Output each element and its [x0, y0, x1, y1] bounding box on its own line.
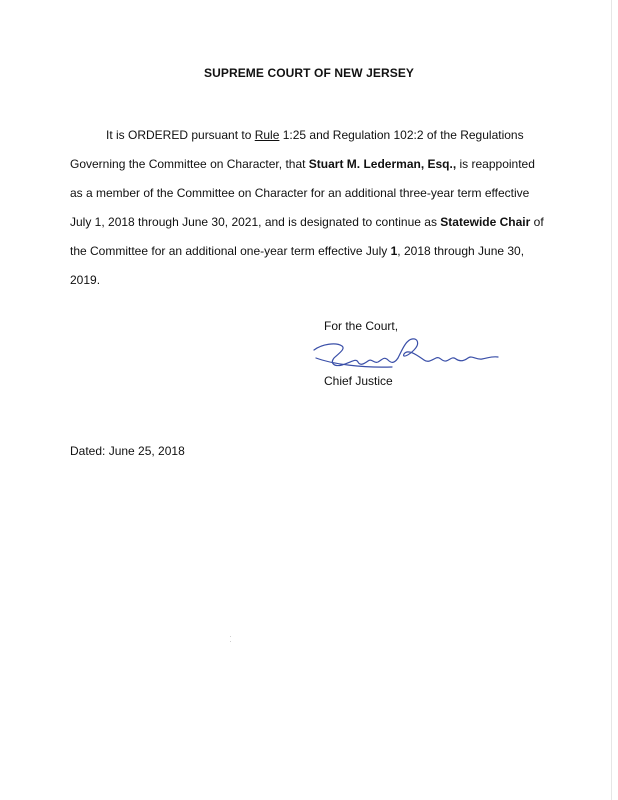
order-text-4: of the Committee for an additional one-year term effective July [70, 215, 544, 258]
appointee-role: Statewide Chair [440, 215, 531, 229]
signer-title: Chief Justice [324, 374, 393, 388]
order-text-5: , 2018 through June 30, 2019. [70, 244, 525, 287]
effective-day: 1 [390, 244, 398, 258]
appointee-name: Stuart M. Lederman, Esq., [308, 157, 457, 171]
scan-speck [230, 641, 231, 642]
order-paragraph [70, 121, 550, 295]
order-text-3: is reappointed as a member of the Committee on Character for an additional three-year term effective July 1, 2018 through June 30, 2021, and is designated to continue as [70, 157, 535, 229]
dated-line: Dated: June 25, 2018 [70, 444, 185, 458]
rule-word: Rule [254, 128, 280, 142]
scan-speck [230, 636, 231, 637]
order-text-1: It is ORDERED pursuant to [106, 128, 255, 142]
court-title: SUPREME COURT OF NEW JERSEY [203, 66, 415, 80]
scan-edge-line [611, 0, 612, 800]
closing-line: For the Court, [324, 319, 399, 333]
order-text-2: 1:25 and Regulation 102:2 of the Regulations Governing the Committee on Character, that [70, 128, 524, 171]
chief-justice-signature [312, 334, 502, 376]
